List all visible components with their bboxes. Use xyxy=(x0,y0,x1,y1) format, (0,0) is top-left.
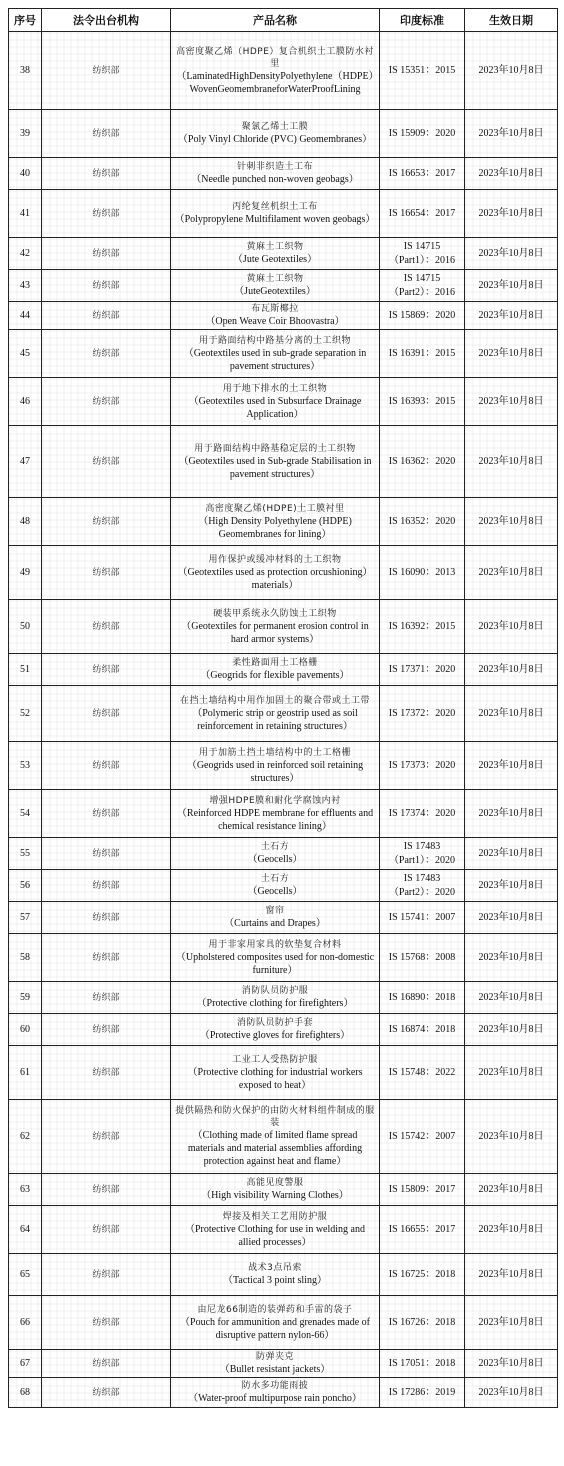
row-effective-date: 2023年10月8日 xyxy=(465,330,558,378)
row-agency: 纺织部 xyxy=(42,498,171,546)
product-name-english: （Protective clothing for industrial workers exposed to heat） xyxy=(187,1066,363,1091)
row-effective-date: 2023年10月8日 xyxy=(465,870,558,902)
row-product xyxy=(171,654,380,686)
row-agency: 纺织部 xyxy=(42,238,171,270)
row-standard: IS 15742：2007 xyxy=(380,1100,465,1174)
product-name-english: （Upholstered composites used for non-domestic furniture） xyxy=(175,951,375,976)
product-name-chinese: 用于加筋土挡土墙结构中的土工格栅 xyxy=(198,747,351,758)
row-standard: IS 17372：2020 xyxy=(380,686,465,742)
row-effective-date: 2023年10月8日 xyxy=(465,378,558,426)
table-row xyxy=(9,1296,558,1350)
table-row xyxy=(9,686,558,742)
header-product: 产品名称 xyxy=(171,9,380,32)
row-standard: IS 17483（Part1）：2020 xyxy=(380,838,465,870)
row-number: 41 xyxy=(9,190,42,238)
row-standard: IS 16392：2015 xyxy=(380,600,465,654)
product-name-chinese: 防水多功能雨披 xyxy=(241,1381,309,1391)
row-standard: IS 17286：2019 xyxy=(380,1378,465,1408)
row-product xyxy=(171,32,380,110)
row-agency: 纺织部 xyxy=(42,1100,171,1174)
row-number: 47 xyxy=(9,426,42,498)
product-name-english: （Needle punched non-woven geobags） xyxy=(191,174,359,185)
row-number: 54 xyxy=(9,790,42,838)
row-number: 60 xyxy=(9,1014,42,1046)
row-product xyxy=(171,190,380,238)
row-effective-date: 2023年10月8日 xyxy=(465,902,558,934)
table-row xyxy=(9,1046,558,1100)
row-agency: 纺织部 xyxy=(42,1254,171,1296)
product-name-chinese: 工业工人受热防护服 xyxy=(232,1054,318,1065)
product-name-chinese: 窗帘 xyxy=(265,906,285,916)
row-product xyxy=(171,982,380,1014)
row-agency: 纺织部 xyxy=(42,270,171,302)
product-name-english: （Poly Vinyl Chloride (PVC) Geomembranes） xyxy=(177,134,373,145)
row-product xyxy=(171,1254,380,1296)
product-name-chinese: 针刺非织造土工布 xyxy=(236,162,313,172)
product-name-chinese: 用于路面结构中路基稳定层的土工织物 xyxy=(194,443,356,454)
row-agency: 纺织部 xyxy=(42,934,171,982)
row-effective-date: 2023年10月8日 xyxy=(465,790,558,838)
product-name-english: （JuteGeotextiles） xyxy=(234,286,316,297)
row-product xyxy=(171,1206,380,1254)
table-row xyxy=(9,1100,558,1174)
row-number: 51 xyxy=(9,654,42,686)
row-effective-date: 2023年10月8日 xyxy=(465,742,558,790)
row-product xyxy=(171,330,380,378)
table-row xyxy=(9,934,558,982)
row-standard: IS 15869：2020 xyxy=(380,302,465,330)
row-agency: 纺织部 xyxy=(42,600,171,654)
product-name-english: （Protective gloves for firefighters） xyxy=(199,1030,351,1041)
row-number: 38 xyxy=(9,32,42,110)
table-row xyxy=(9,600,558,654)
product-name-chinese: 高能见度警服 xyxy=(246,1178,304,1188)
row-number: 49 xyxy=(9,546,42,600)
product-name-english: （Geotextiles for permanent erosion control in hard armor systems） xyxy=(181,620,369,645)
product-name-english: （Open Weave Coir Bhoovastra） xyxy=(205,316,345,327)
row-number: 48 xyxy=(9,498,42,546)
product-name-chinese: 焊接及相关工艺用防护服 xyxy=(222,1211,328,1222)
row-product xyxy=(171,238,380,270)
row-product xyxy=(171,302,380,330)
product-name-chinese: 黄麻土工织物 xyxy=(246,274,304,284)
table-row xyxy=(9,1254,558,1296)
row-standard: IS 16726：2018 xyxy=(380,1296,465,1350)
row-agency: 纺织部 xyxy=(42,654,171,686)
row-agency: 纺织部 xyxy=(42,902,171,934)
table-body xyxy=(9,32,558,1408)
product-name-chinese: 土石方 xyxy=(260,842,290,852)
table-row xyxy=(9,1206,558,1254)
table-row xyxy=(9,32,558,110)
row-number: 40 xyxy=(9,158,42,190)
row-product xyxy=(171,1046,380,1100)
product-name-english: （High visibility Warning Clothes） xyxy=(201,1190,349,1201)
row-effective-date: 2023年10月8日 xyxy=(465,158,558,190)
row-agency: 纺织部 xyxy=(42,1046,171,1100)
row-standard: IS 16890：2018 xyxy=(380,982,465,1014)
product-name-english: （Geotextiles used in Subsurface Drainage Application） xyxy=(188,395,362,420)
table-row xyxy=(9,158,558,190)
row-number: 57 xyxy=(9,902,42,934)
product-name-english: （Pouch for ammunition and grenades made of disruptive pattern nylon-66） xyxy=(180,1316,370,1341)
row-agency: 纺织部 xyxy=(42,1296,171,1350)
standards-table xyxy=(8,8,558,1408)
table-row xyxy=(9,838,558,870)
product-name-chinese: 战术3点吊索 xyxy=(248,1263,302,1273)
row-product xyxy=(171,790,380,838)
row-standard: IS 16391：2015 xyxy=(380,330,465,378)
row-agency: 纺织部 xyxy=(42,158,171,190)
product-name-chinese: 硬装甲系统永久防蚀土工织物 xyxy=(213,608,337,619)
row-effective-date: 2023年10月8日 xyxy=(465,600,558,654)
row-number: 50 xyxy=(9,600,42,654)
table-row xyxy=(9,982,558,1014)
row-agency: 纺织部 xyxy=(42,790,171,838)
row-number: 44 xyxy=(9,302,42,330)
row-agency: 纺织部 xyxy=(42,190,171,238)
table-row xyxy=(9,902,558,934)
row-effective-date: 2023年10月8日 xyxy=(465,1174,558,1206)
product-name-chinese: 增强HDPE膜和耐化学腐蚀内衬 xyxy=(209,795,341,806)
product-name-english: （Reinforced HDPE membrane for effluents and chemical resistance lining） xyxy=(176,807,374,832)
row-standard: IS 16362：2020 xyxy=(380,426,465,498)
row-standard: IS 15351：2015 xyxy=(380,32,465,110)
row-standard: IS 16654：2017 xyxy=(380,190,465,238)
header-index: 序号 xyxy=(9,9,42,32)
row-effective-date: 2023年10月8日 xyxy=(465,1296,558,1350)
row-standard: IS 16655：2017 xyxy=(380,1206,465,1254)
row-product xyxy=(171,158,380,190)
row-agency: 纺织部 xyxy=(42,378,171,426)
row-effective-date: 2023年10月8日 xyxy=(465,1014,558,1046)
row-agency: 纺织部 xyxy=(42,1174,171,1206)
table-row xyxy=(9,790,558,838)
row-number: 43 xyxy=(9,270,42,302)
row-product xyxy=(171,1014,380,1046)
product-name-chinese: 提供隔热和防火保护的由防火材料组件制成的服装 xyxy=(175,1106,375,1128)
product-name-chinese: 防弹夹克 xyxy=(255,1352,294,1362)
row-effective-date: 2023年10月8日 xyxy=(465,838,558,870)
row-effective-date: 2023年10月8日 xyxy=(465,32,558,110)
row-product xyxy=(171,546,380,600)
header-agency: 法令出台机构 xyxy=(42,9,171,32)
row-product xyxy=(171,934,380,982)
product-name-chinese: 柔性路面用土工格栅 xyxy=(232,658,318,668)
product-name-english: （LaminatedHighDensityPolyethylene（HDPE）WovenGeomembraneforWaterProofLining xyxy=(176,70,374,95)
row-product xyxy=(171,1350,380,1378)
table-row xyxy=(9,426,558,498)
table-row xyxy=(9,330,558,378)
table-row xyxy=(9,546,558,600)
row-agency: 纺织部 xyxy=(42,870,171,902)
row-effective-date: 2023年10月8日 xyxy=(465,302,558,330)
row-number: 67 xyxy=(9,1350,42,1378)
product-name-english: （High Density Polyethylene (HDPE) Geomembranes for lining） xyxy=(198,515,352,540)
row-agency: 纺织部 xyxy=(42,1350,171,1378)
row-effective-date: 2023年10月8日 xyxy=(465,1100,558,1174)
row-number: 42 xyxy=(9,238,42,270)
product-name-english: （Bullet resistant jackets） xyxy=(219,1364,331,1375)
row-standard: IS 17374：2020 xyxy=(380,790,465,838)
row-product xyxy=(171,426,380,498)
row-product xyxy=(171,1296,380,1350)
row-effective-date: 2023年10月8日 xyxy=(465,270,558,302)
row-product xyxy=(171,1174,380,1206)
row-product xyxy=(171,838,380,870)
product-name-chinese: 高密度聚乙烯(HDPE)土工膜衬里 xyxy=(205,503,345,514)
product-name-chinese: 丙纶复丝机织土工布 xyxy=(232,202,318,212)
row-effective-date: 2023年10月8日 xyxy=(465,654,558,686)
row-standard: IS 17051：2018 xyxy=(380,1350,465,1378)
row-standard: IS 16725：2018 xyxy=(380,1254,465,1296)
row-effective-date: 2023年10月8日 xyxy=(465,982,558,1014)
row-standard: IS 14715（Part2）：2016 xyxy=(380,270,465,302)
row-number: 64 xyxy=(9,1206,42,1254)
table-row xyxy=(9,378,558,426)
product-name-chinese: 消防队员防护服 xyxy=(241,986,309,996)
product-name-chinese: 布瓦斯椰拉 xyxy=(251,304,299,314)
row-product xyxy=(171,600,380,654)
row-number: 62 xyxy=(9,1100,42,1174)
row-standard: IS 17483（Part2）：2020 xyxy=(380,870,465,902)
product-name-chinese: 聚氯乙烯土工膜 xyxy=(241,122,309,132)
table-row xyxy=(9,1014,558,1046)
product-name-english: （Protective Clothing for use in welding and allied processes） xyxy=(185,1223,365,1248)
table-row xyxy=(9,1378,558,1408)
table-row xyxy=(9,742,558,790)
row-effective-date: 2023年10月8日 xyxy=(465,546,558,600)
row-number: 58 xyxy=(9,934,42,982)
row-product xyxy=(171,686,380,742)
row-standard: IS 17371：2020 xyxy=(380,654,465,686)
table-row xyxy=(9,870,558,902)
product-name-chinese: 在挡土墙结构中用作加固土的聚合带或土工带 xyxy=(179,695,370,706)
row-agency: 纺织部 xyxy=(42,1014,171,1046)
product-name-english: （Polymeric strip or geostrip used as soil reinforcement in retaining structures） xyxy=(192,707,358,732)
row-standard: IS 15768：2008 xyxy=(380,934,465,982)
row-effective-date: 2023年10月8日 xyxy=(465,1378,558,1408)
row-agency: 纺织部 xyxy=(42,982,171,1014)
product-name-english: （Geogrids used in reinforced soil retaining structures） xyxy=(186,759,364,784)
table-row xyxy=(9,238,558,270)
row-effective-date: 2023年10月8日 xyxy=(465,238,558,270)
product-name-chinese: 土石方 xyxy=(260,874,290,884)
row-product xyxy=(171,870,380,902)
row-agency: 纺织部 xyxy=(42,426,171,498)
table-row xyxy=(9,302,558,330)
row-effective-date: 2023年10月8日 xyxy=(465,1206,558,1254)
row-number: 61 xyxy=(9,1046,42,1100)
product-name-english: （Geocells） xyxy=(247,854,303,865)
row-effective-date: 2023年10月8日 xyxy=(465,934,558,982)
table-row xyxy=(9,498,558,546)
product-name-english: （Jute Geotextiles） xyxy=(232,254,318,265)
row-effective-date: 2023年10月8日 xyxy=(465,110,558,158)
row-number: 63 xyxy=(9,1174,42,1206)
row-agency: 纺织部 xyxy=(42,546,171,600)
row-effective-date: 2023年10月8日 xyxy=(465,1254,558,1296)
row-effective-date: 2023年10月8日 xyxy=(465,426,558,498)
row-agency: 纺织部 xyxy=(42,742,171,790)
row-product xyxy=(171,742,380,790)
table-row xyxy=(9,110,558,158)
table-row xyxy=(9,270,558,302)
product-name-english: （Water-proof multipurpose rain poncho） xyxy=(188,1393,362,1404)
row-effective-date: 2023年10月8日 xyxy=(465,190,558,238)
row-standard: IS 15748：2022 xyxy=(380,1046,465,1100)
table-row xyxy=(9,190,558,238)
row-product xyxy=(171,110,380,158)
row-product xyxy=(171,378,380,426)
table-row xyxy=(9,1174,558,1206)
row-number: 59 xyxy=(9,982,42,1014)
row-agency: 纺织部 xyxy=(42,1206,171,1254)
product-name-english: （Geocells） xyxy=(247,886,303,897)
row-standard: IS 14715（Part1）：2016 xyxy=(380,238,465,270)
row-standard: IS 15909：2020 xyxy=(380,110,465,158)
row-standard: IS 16653：2017 xyxy=(380,158,465,190)
row-product xyxy=(171,270,380,302)
product-name-english: （Tactical 3 point sling） xyxy=(222,1275,327,1286)
product-name-english: （Geotextiles used as protection orcushioning）materials） xyxy=(177,566,373,591)
header-date: 生效日期 xyxy=(465,9,558,32)
row-number: 66 xyxy=(9,1296,42,1350)
row-product xyxy=(171,902,380,934)
row-agency: 纺织部 xyxy=(42,838,171,870)
product-name-english: （Geotextiles used in Sub-grade Stabilisation in pavement structures） xyxy=(178,455,372,480)
product-name-chinese: 消防队员防护手套 xyxy=(236,1018,313,1028)
row-number: 56 xyxy=(9,870,42,902)
product-name-chinese: 用于地下排水的土工织物 xyxy=(222,383,328,394)
row-number: 65 xyxy=(9,1254,42,1296)
product-name-chinese: 用于路面结构中路基分离的土工织物 xyxy=(198,335,351,346)
row-standard: IS 15809：2017 xyxy=(380,1174,465,1206)
product-name-english: （Polypropylene Multifilament woven geobags） xyxy=(174,214,376,225)
row-number: 46 xyxy=(9,378,42,426)
table-row xyxy=(9,1350,558,1378)
row-standard: IS 16352：2020 xyxy=(380,498,465,546)
row-effective-date: 2023年10月8日 xyxy=(465,686,558,742)
product-name-chinese: 用于非家用家具的软垫复合材料 xyxy=(208,939,342,950)
row-number: 45 xyxy=(9,330,42,378)
row-agency: 纺织部 xyxy=(42,32,171,110)
row-agency: 纺织部 xyxy=(42,330,171,378)
row-number: 52 xyxy=(9,686,42,742)
product-name-chinese: 由尼龙66制造的装弹药和手雷的袋子 xyxy=(197,1304,353,1315)
row-agency: 纺织部 xyxy=(42,686,171,742)
table-header-row xyxy=(9,9,558,32)
row-standard: IS 15741：2007 xyxy=(380,902,465,934)
row-number: 53 xyxy=(9,742,42,790)
row-standard: IS 16090：2013 xyxy=(380,546,465,600)
product-name-english: （Clothing made of limited flame spread materials and material assemblies affording protection against heat and flame） xyxy=(187,1130,363,1167)
row-number: 68 xyxy=(9,1378,42,1408)
row-standard: IS 16393：2015 xyxy=(380,378,465,426)
row-standard: IS 17373：2020 xyxy=(380,742,465,790)
row-number: 39 xyxy=(9,110,42,158)
product-name-english: （Geogrids for flexible pavements） xyxy=(200,670,350,681)
header-standard: 印度标准 xyxy=(380,9,465,32)
row-number: 55 xyxy=(9,838,42,870)
row-product xyxy=(171,1378,380,1408)
row-product xyxy=(171,1100,380,1174)
product-name-chinese: 用作保护或缓冲材料的土工织物 xyxy=(208,554,342,565)
product-name-english: （Protective clothing for firefighters） xyxy=(196,998,354,1009)
table-row xyxy=(9,654,558,686)
row-standard: IS 16874：2018 xyxy=(380,1014,465,1046)
product-name-english: （Curtains and Drapes） xyxy=(224,918,326,929)
row-agency: 纺织部 xyxy=(42,110,171,158)
row-effective-date: 2023年10月8日 xyxy=(465,1350,558,1378)
row-effective-date: 2023年10月8日 xyxy=(465,1046,558,1100)
standards-table-container xyxy=(8,8,557,1408)
product-name-chinese: 高密度聚乙烯（HDPE）复合机织土工膜防水衬里 xyxy=(176,46,374,69)
product-name-english: （Geotextiles used in sub-grade separation in pavement structures） xyxy=(183,347,367,372)
row-product xyxy=(171,498,380,546)
row-agency: 纺织部 xyxy=(42,302,171,330)
row-effective-date: 2023年10月8日 xyxy=(465,498,558,546)
row-agency: 纺织部 xyxy=(42,1378,171,1408)
product-name-chinese: 黄麻土工织物 xyxy=(246,242,304,252)
